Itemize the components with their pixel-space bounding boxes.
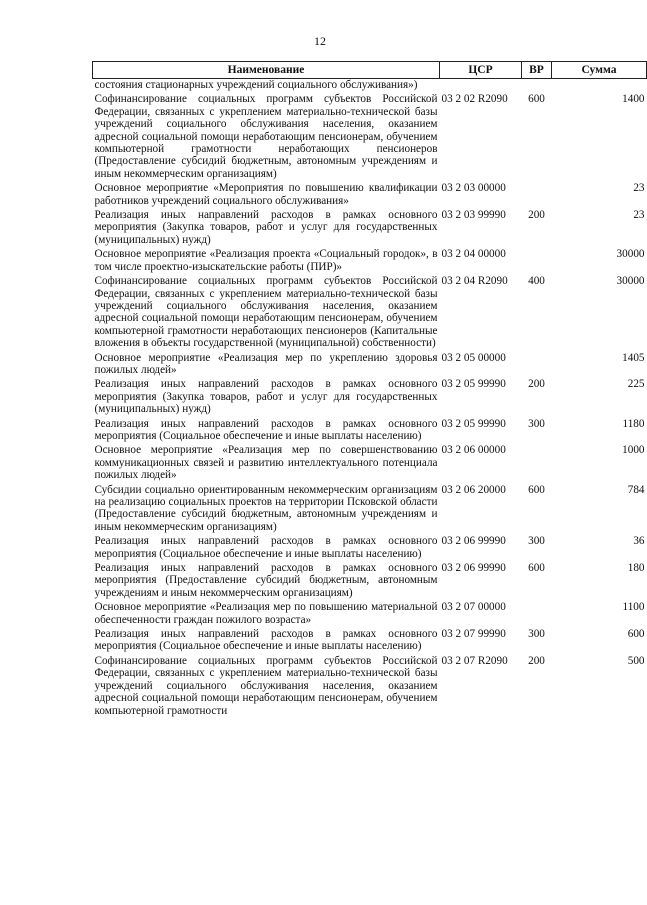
row-name: Субсидии социально ориентированным некоммерческим организациям на реализацию социальных проектов на территории Псковской области (Предоставление субсидий бюджетным, автономным учреждениям и иным некоммерческим организациям) (94, 483, 438, 533)
row-vr (522, 182, 552, 209)
continuation-text: состояния стационарных учреждений социального обслуживания») (94, 79, 418, 91)
row-name: Софинансирование социальных программ субъектов Российской Федерации, связанных с укреплением материально-технической базы учреждений социального обслуживания населения, оказанием адресной социальной помощи неработающим пенсионерам, обучением компьютерной грамотности неработающих пенсионеров (Капитальные вложения в объекты государственной (муниципальной) собственности) (94, 275, 438, 350)
row-csr: 03 2 04 00000 (441, 248, 506, 261)
row-sum: 23 (633, 209, 645, 222)
page-number: 12 (314, 34, 326, 48)
row-name: Реализация иных направлений расходов в рамках основного мероприятия (Закупка товаров, работ и услуг для государственных (муниципальных) нужд) (94, 378, 438, 416)
row-csr: 03 2 06 00000 (441, 444, 506, 457)
row-name: Софинансирование социальных программ субъектов Российской Федерации, связанных с укреплением материально-технической базы учреждений социального обслуживания населения, оказанием адресной социальной помощи неработающим пенсионерам, обучением компьютерной грамотности неработающих пенсионеров (Предоставление субсидий бюджетным, автономным учреждениям и иным некоммерческим организациям) (94, 93, 438, 180)
table-row (93, 535, 647, 562)
row-csr: 03 2 06 99990 (441, 562, 506, 575)
continuation-row (93, 79, 647, 94)
row-vr: 200 (528, 209, 545, 222)
table-row (93, 484, 647, 536)
row-vr (522, 444, 552, 483)
table-row (93, 209, 647, 248)
row-csr: 03 2 05 99990 (441, 378, 506, 391)
budget-table (92, 61, 647, 719)
row-sum: 784 (627, 483, 645, 496)
table-row (93, 93, 647, 182)
row-sum: 180 (627, 562, 645, 575)
header-row (93, 62, 647, 79)
table-row (93, 444, 647, 483)
row-name: Основное мероприятие «Реализация мер по укреплению здоровья пожилых людей» (94, 351, 438, 376)
row-sum: 23 (633, 182, 645, 195)
header-name: Наименование (93, 62, 440, 79)
row-name: Основное мероприятие «Реализация проекта «Социальный городок», в том числе проектно-изыскательские работы (ПИР)» (94, 248, 438, 273)
table-row (93, 182, 647, 209)
row-sum: 500 (627, 654, 645, 667)
row-csr: 03 2 06 99990 (441, 535, 506, 548)
table-row (93, 655, 647, 719)
row-name: Основное мероприятие «Реализация мер по совершенствованию коммуникационных связей и развитию интеллектуального потенциала пожилых людей» (94, 444, 438, 482)
row-name: Софинансирование социальных программ субъектов Российской Федерации, связанных с укреплением материально-технической базы учреждений социального обслуживания населения, оказанием адресной социальной помощи неработающим пенсионерам, обучением компьютерной грамотности (94, 654, 438, 717)
row-csr: 03 2 04 R2090 (441, 275, 508, 288)
row-sum: 1000 (622, 444, 645, 457)
row-sum: 1100 (622, 601, 645, 614)
header-csr: ЦСР (440, 62, 522, 79)
row-csr: 03 2 03 99990 (441, 209, 506, 222)
row-sum: 1180 (622, 417, 645, 430)
row-csr: 03 2 07 R2090 (441, 654, 508, 667)
row-name: Реализация иных направлений расходов в рамках основного мероприятия (Закупка товаров, работ и услуг для государственных (муниципальных) нужд) (94, 209, 438, 246)
table-body (93, 79, 647, 719)
table-row (93, 352, 647, 379)
row-sum: 30000 (616, 248, 645, 261)
row-vr: 300 (528, 417, 545, 430)
table-header (93, 62, 647, 79)
row-vr: 200 (528, 654, 545, 667)
table-row (93, 628, 647, 655)
row-csr: 03 2 05 99990 (441, 417, 506, 430)
row-vr (522, 248, 552, 275)
table-row (93, 601, 647, 628)
row-name: Реализация иных направлений расходов в рамках основного мероприятия (Социальное обеспечение и иные выплаты населению) (94, 628, 438, 653)
table-row (93, 562, 647, 601)
row-vr: 600 (528, 93, 545, 106)
row-name: Основное мероприятие «Мероприятия по повышению квалификации работников учреждений социального обслуживания» (94, 182, 438, 207)
row-vr (522, 352, 552, 379)
row-vr: 300 (528, 535, 545, 548)
row-csr: 03 2 02 R2090 (441, 93, 508, 106)
row-csr: 03 2 07 00000 (441, 601, 506, 614)
row-sum: 1405 (622, 351, 645, 364)
header-sum: Сумма (552, 62, 647, 79)
table-row (93, 248, 647, 275)
row-sum: 30000 (616, 275, 645, 288)
row-vr: 400 (528, 275, 545, 288)
row-vr (522, 601, 552, 628)
row-csr: 03 2 06 20000 (441, 483, 506, 496)
row-csr: 03 2 07 99990 (441, 628, 506, 641)
row-name: Реализация иных направлений расходов в рамках основного мероприятия (Социальное обеспечение и иные выплаты населению) (94, 417, 438, 442)
row-vr: 300 (528, 628, 545, 641)
row-sum: 1400 (622, 93, 645, 106)
row-csr: 03 2 03 00000 (441, 182, 506, 195)
row-csr: 03 2 05 00000 (441, 351, 506, 364)
row-sum: 36 (633, 535, 645, 548)
header-vr: ВР (522, 62, 552, 79)
table-row (93, 418, 647, 445)
row-vr: 600 (528, 562, 545, 575)
row-name: Основное мероприятие «Реализация мер по повышению материальной обеспеченности граждан пожилого возраста» (94, 601, 438, 626)
row-sum: 600 (627, 628, 645, 641)
row-vr: 600 (528, 483, 545, 496)
row-name: Реализация иных направлений расходов в рамках основного мероприятия (Социальное обеспечение и иные выплаты населению) (94, 535, 438, 560)
table-row (93, 378, 647, 417)
row-name: Реализация иных направлений расходов в рамках основного мероприятия (Предоставление субсидий бюджетным, автономным учреждениям и иным некоммерческим организациям) (94, 562, 438, 599)
row-sum: 225 (627, 378, 645, 391)
row-vr: 200 (528, 378, 545, 391)
table-row (93, 275, 647, 351)
